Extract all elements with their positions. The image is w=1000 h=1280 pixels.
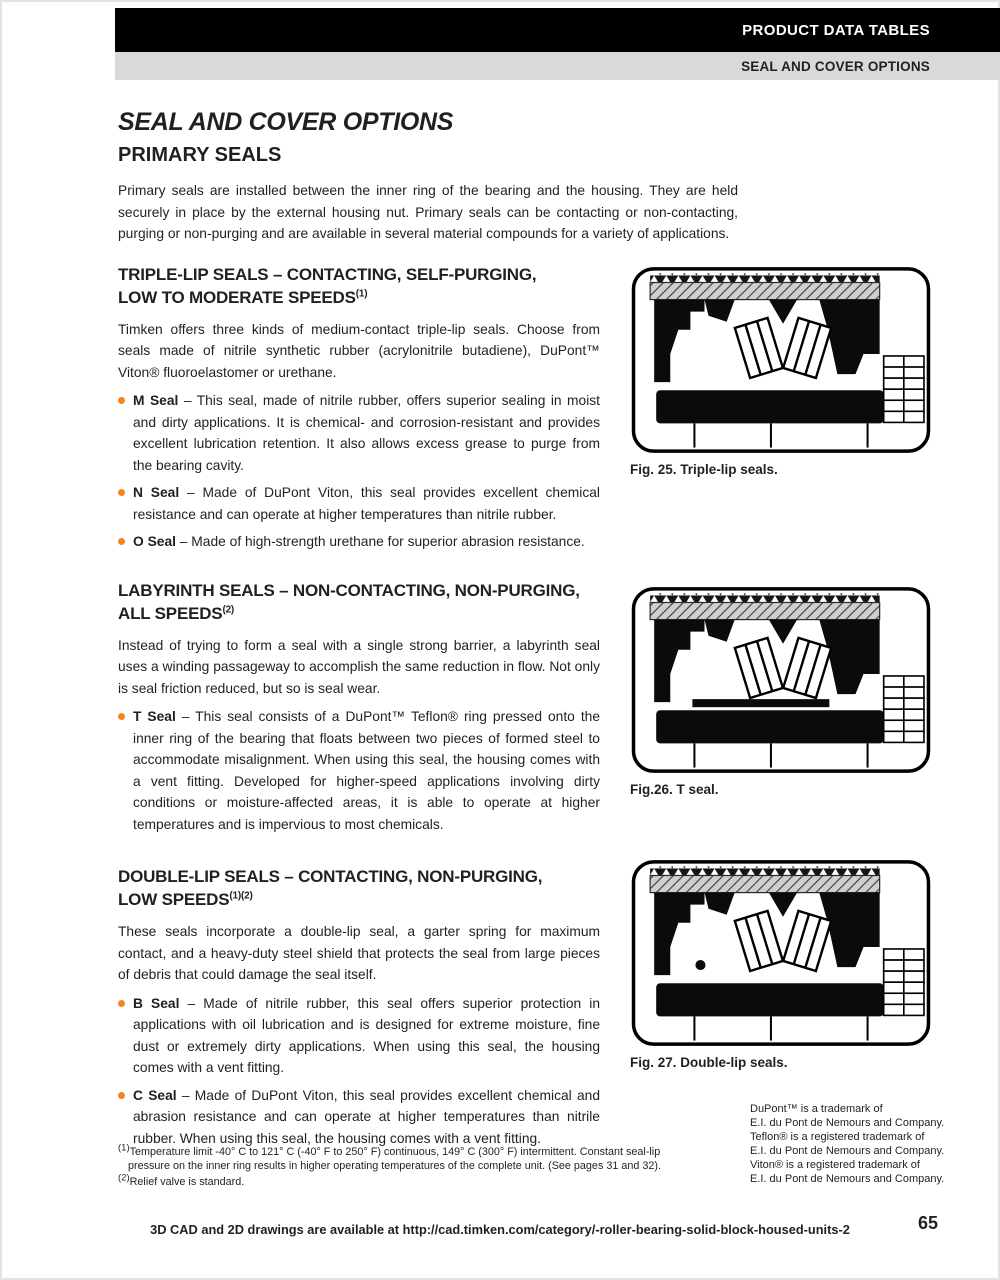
header-band: [115, 8, 1000, 52]
seal-description: – Made of nitrile rubber, this seal offers superior protection in applications with oil lubrication and is designed for extreme moisture, fine dust or extremely dirty applications. When using this seal, the housing comes with a vent fitting.: [133, 995, 600, 1075]
footnote: [118, 1172, 678, 1190]
bullet-icon: [118, 1000, 125, 1007]
header-title: PRODUCT DATA TABLES: [742, 21, 930, 39]
figure-caption: Fig. 27. Double-lip seals.: [630, 1055, 788, 1070]
section-triple-lip: [118, 263, 600, 553]
seal-description: – Made of DuPont Viton, this seal provides excellent chemical and abrasion resistance and can operate at higher temperatures than nitrile rubber. When using this seal, the housing comes with a vent fitting.: [133, 1087, 600, 1146]
figure-caption: Fig. 25. Triple-lip seals.: [630, 462, 778, 477]
bullet-icon: [118, 489, 125, 496]
footnote-text: Temperature limit -40° C to 121° C (-40° F to 250° F) continuous, 149° C (300° F) intermittent. Constant seal-lip pressure on the inner ring results in higher operating temperatures of the complete unit. (See pages 31 and 32).: [128, 1146, 661, 1172]
page-subtitle: PRIMARY SEALS: [118, 144, 282, 166]
section-body: These seals incorporate a double-lip seal, a garter spring for maximum contact, and a heavy-duty steel shield that protects the seal from large pieces of debris that could damage the seal itself.: [118, 924, 600, 982]
bullet-list: [118, 993, 600, 1150]
section-labyrinth: [118, 579, 600, 836]
footer-cad-note: 3D CAD and 2D drawings are available at http://cad.timken.com/category/-roller-bearing-solid-block-housed-units-2: [150, 1222, 850, 1237]
heading-footnote-marker: (2): [222, 603, 235, 615]
seal-description: – This seal, made of nitrile rubber, offers superior sealing in moist and dirty applications. It is chemical- and corrosion-resistant and provides excellent lubrication retention. It also allows excess grease to purge from the bearing cavity.: [133, 393, 600, 473]
footnote-marker: (1): [118, 1142, 130, 1154]
seal-term: B Seal: [133, 995, 180, 1011]
heading-footnote-marker: (1): [355, 287, 368, 299]
heading-footnote-marker: (1)(2): [229, 890, 253, 902]
subheader-band: [115, 52, 1000, 80]
heading-line: TRIPLE-LIP SEALS – CONTACTING, SELF-PURGING,: [118, 264, 537, 284]
list-item: [118, 390, 600, 476]
seal-term: M Seal: [133, 393, 179, 408]
list-item: [118, 482, 600, 525]
figure-caption: Fig.26. T seal.: [630, 782, 719, 797]
bullet-list: [118, 706, 600, 835]
t-seal-diagram: [630, 585, 932, 775]
list-item: [118, 993, 600, 1079]
trademark-line: E.I. du Pont de Nemours and Company.: [750, 1145, 945, 1157]
trademark-notices: [750, 1102, 950, 1186]
footnotes-block: [118, 1142, 678, 1191]
subheader-title: SEAL AND COVER OPTIONS: [741, 58, 930, 74]
triple-lip-seal-diagram: [630, 265, 932, 455]
seal-term: N Seal: [133, 485, 180, 500]
figure-25: [630, 265, 932, 477]
trademark-line: Viton® is a registered trademark of: [750, 1159, 920, 1171]
list-item: [118, 531, 600, 553]
section-body: Instead of trying to form a seal with a single strong barrier, a labyrinth seal uses a winding passageway to accomplish the same reduction in flow. Not only is seal friction reduced, but so is seal wear.: [118, 637, 600, 696]
intro-paragraph: Primary seals are installed between the inner ring of the bearing and the housing. They are held securely in place by the external housing nut. Primary seals can be contacting or non-contacting, purging or non-purging and are available in several material compounds for a variety of applications.: [118, 183, 738, 241]
figure-26: [630, 585, 932, 797]
trademark-line: DuPont™ is a trademark of: [750, 1103, 883, 1115]
section-heading: [118, 579, 600, 625]
bullet-icon: [118, 1092, 125, 1099]
heading-line: DOUBLE-LIP SEALS – CONTACTING, NON-PURGING,: [118, 867, 543, 886]
footnote-marker: (2): [118, 1172, 130, 1183]
heading-line: ALL SPEEDS: [118, 603, 223, 623]
bullet-icon: [118, 538, 125, 545]
seal-term: T Seal: [133, 709, 176, 724]
list-item: [118, 1085, 600, 1150]
trademark-line: E.I. du Pont de Nemours and Company.: [750, 1117, 945, 1129]
list-item: [118, 706, 600, 835]
trademark-line: E.I. du Pont de Nemours and Company.: [750, 1173, 945, 1185]
figure-27: [630, 858, 932, 1070]
footnote-text: Relief valve is standard.: [129, 1175, 245, 1188]
seal-description: – Made of DuPont Viton, this seal provides excellent chemical resistance and can operate at higher temperatures than nitrile rubber.: [133, 485, 600, 522]
heading-line: LOW SPEEDS: [118, 890, 230, 909]
section-body: Timken offers three kinds of medium-contact triple-lip seals. Choose from seals made of nitrile synthetic rubber (acrylonitrile butadiene), DuPont™ Viton® fluoroelastomer or urethane.: [118, 321, 600, 380]
section-heading: [118, 865, 600, 911]
double-lip-seal-diagram: [630, 858, 932, 1048]
seal-description: – Made of high-strength urethane for superior abrasion resistance.: [179, 534, 585, 549]
seal-term: O Seal: [133, 534, 176, 549]
heading-line: LOW TO MODERATE SPEEDS: [118, 287, 356, 307]
seal-term: C Seal: [133, 1087, 177, 1103]
bullet-icon: [118, 397, 125, 404]
bullet-icon: [118, 713, 125, 720]
section-heading: [118, 263, 600, 309]
heading-line: LABYRINTH SEALS – NON-CONTACTING, NON-PURGING,: [118, 580, 580, 600]
section-double-lip: [118, 865, 600, 1149]
bullet-list: [118, 390, 600, 553]
seal-description: – This seal consists of a DuPont™ Teflon® ring pressed onto the inner ring of the bearing that floats between two pieces of formed steel to accommodate misalignment. When using this seal, the housing comes with a vent fitting. Developed for higher-speed applications involving dirty conditions or moisture-affected areas, it is able to operate at higher temperatures and is impervious to most chemicals.: [133, 709, 600, 832]
trademark-line: Teflon® is a registered trademark of: [750, 1131, 925, 1143]
page-number: 65: [917, 1213, 938, 1233]
footnote: [118, 1142, 678, 1174]
page-title: SEAL AND COVER OPTIONS: [118, 108, 454, 136]
